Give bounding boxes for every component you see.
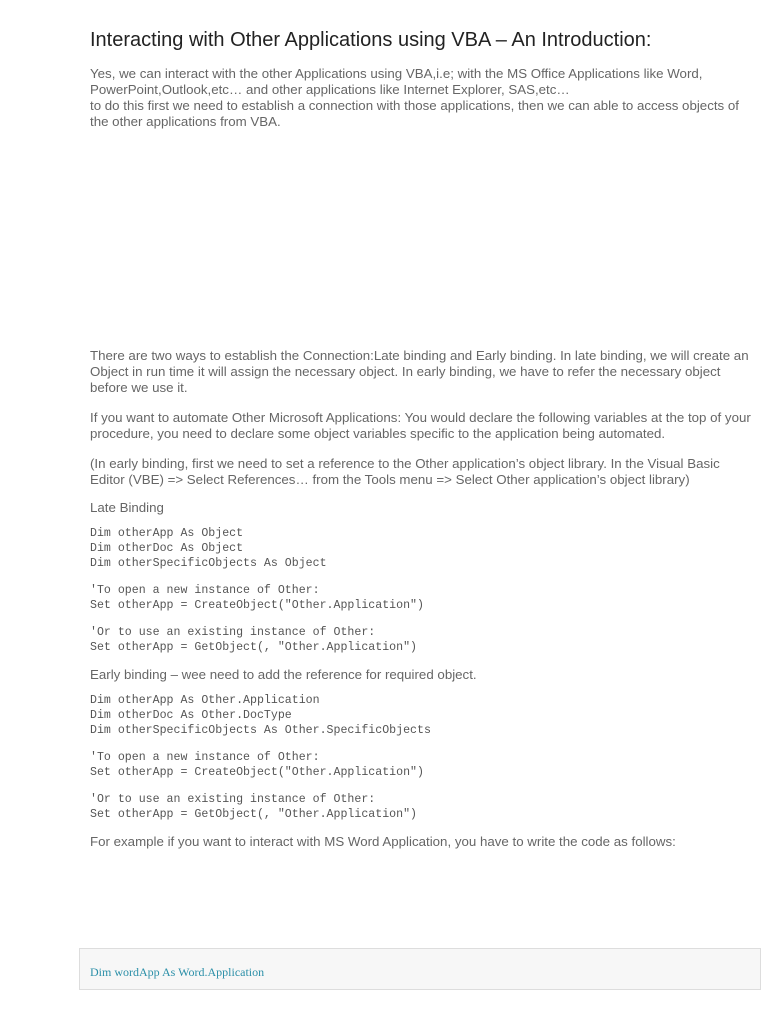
blank-ad-space [90, 130, 754, 348]
intro-line: to do this first we need to establish a connection with those applications, then we can able to access objects of the other applications from VBA. [90, 98, 739, 129]
intro-line: PowerPoint,Outlook,etc… and other applications like Internet Explorer, SAS,etc… [90, 82, 570, 97]
code-snippet-line: Dim wordApp As Word.Application [90, 965, 265, 979]
code-line: 'To open a new instance of Other: [90, 751, 320, 764]
code-line: 'Or to use an existing instance of Other: [90, 626, 376, 639]
intro-paragraph [90, 66, 754, 130]
early-code-get [90, 792, 754, 822]
early-code-create [90, 750, 754, 780]
code-line: Dim otherSpecificObjects As Object [90, 557, 327, 570]
code-line: 'Or to use an existing instance of Other: [90, 793, 376, 806]
article-title: Interacting with Other Applications using VBA – An Introduction: [90, 29, 652, 51]
code-line: Dim otherDoc As Other.DocType [90, 709, 292, 722]
intro-line: Yes, we can interact with the other Applications using VBA,i.e; with the MS Office Applications like Word, [90, 66, 703, 81]
example-paragraph: For example if you want to interact with MS Word Application, you have to write the code as follows: [90, 834, 676, 849]
code-snippet-box [79, 948, 761, 990]
late-code-get [90, 625, 754, 655]
late-code-create [90, 583, 754, 613]
code-line: Set otherApp = GetObject(, "Other.Application") [90, 808, 417, 821]
early-code-dims [90, 693, 754, 738]
code-line: Set otherApp = CreateObject("Other.Application") [90, 766, 424, 779]
late-binding-heading: Late Binding [90, 500, 164, 515]
code-line: Dim otherApp As Object [90, 527, 244, 540]
automate-paragraph: If you want to automate Other Microsoft Applications: You would declare the following variables at the top of your procedure, you need to declare some object variables specific to the application being automated. [90, 410, 751, 441]
article [90, 28, 754, 850]
reference-paragraph: (In early binding, first we need to set a reference to the Other application’s object library. In the Visual Basic Editor (VBE) => Select References… from the Tools menu => Select Other application’s object library) [90, 456, 720, 487]
late-code-dims [90, 526, 754, 571]
code-line: Set otherApp = CreateObject("Other.Application") [90, 599, 424, 612]
code-line: Set otherApp = GetObject(, "Other.Application") [90, 641, 417, 654]
early-binding-heading: Early binding – wee need to add the reference for required object. [90, 667, 477, 682]
code-line: Dim otherSpecificObjects As Other.SpecificObjects [90, 724, 431, 737]
code-line: 'To open a new instance of Other: [90, 584, 320, 597]
code-line: Dim otherDoc As Object [90, 542, 244, 555]
code-line: Dim otherApp As Other.Application [90, 694, 320, 707]
binding-paragraph: There are two ways to establish the Connection:Late binding and Early binding. In late binding, we will create an Object in run time it will assign the necessary object. In early binding, we have to refer the necessary object before we use it. [90, 348, 749, 395]
